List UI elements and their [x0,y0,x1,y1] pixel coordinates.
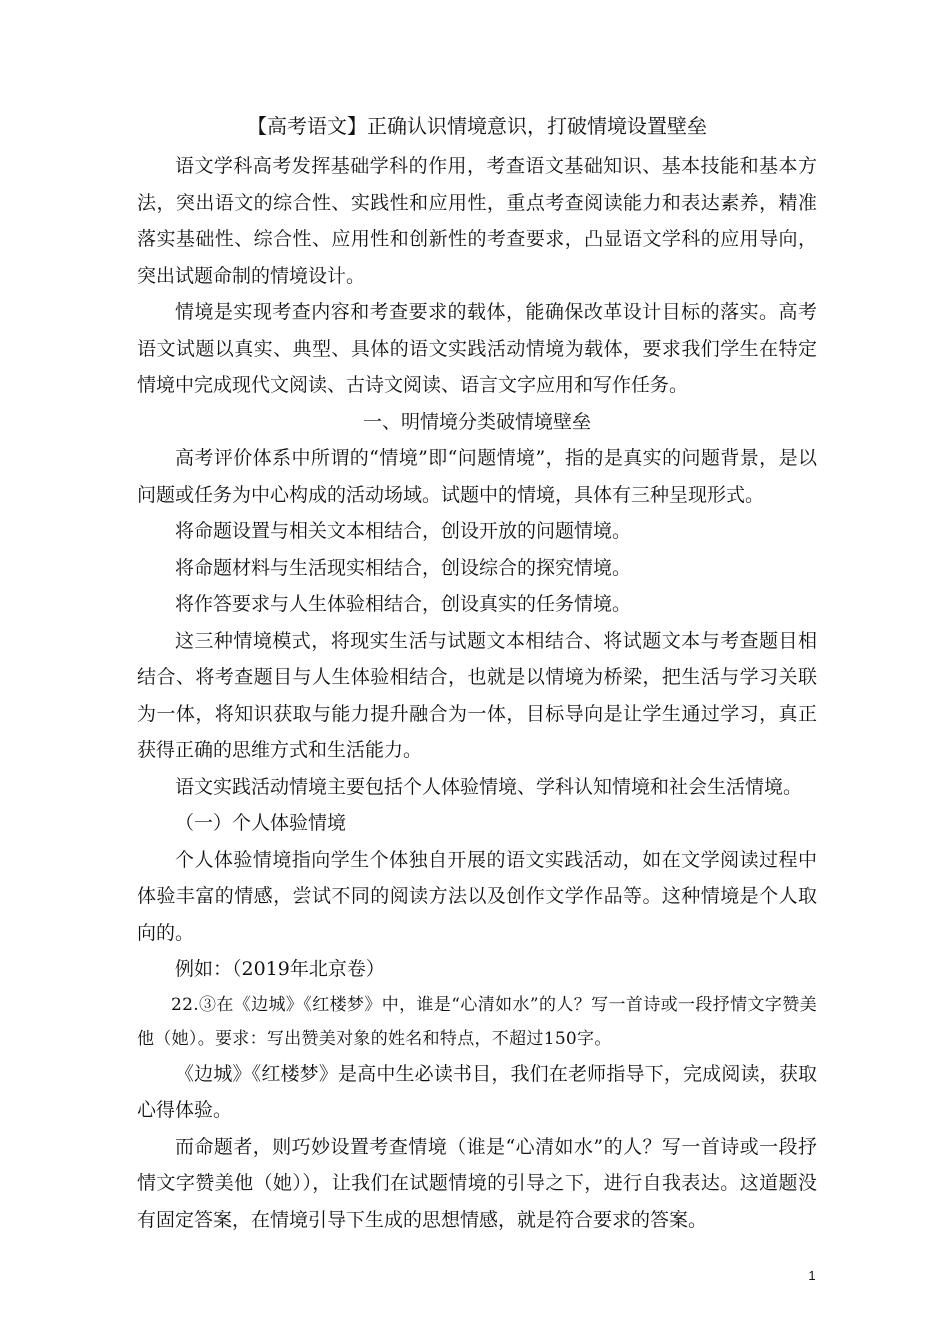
paragraph-question-design: 而命题者，则巧妙设置考查情境（谁是“心清如水”的人？写一首诗或一段抒情文字赞美他（她）），让我们在试题情境的引导之下，进行自我表达。这道题没有固定答案，在情境引导下生成的思想情感，就是符合要求的答案。 [137,1135,817,1231]
paragraph-three-modes: 这三种情境模式，将现实生活与试题文本相结合、将试题文本与考查题目相结合、将考查题目与人生体验相结合，也就是以情境为桥梁，把生活与学习关联为一体，将知识获取与能力提升融合为一体，目标导向是让学生通过学习，真正获得正确的思维方式和生活能力。 [137,629,817,761]
page-number: 1 [808,1268,816,1283]
paragraph-situation-definition: 高考评价体系中所谓的“情境”即“问题情境”，指的是真实的问题背景，是以问题或任务为中心构成的活动场域。试题中的情境，具体有三种呈现形式。 [137,447,817,506]
paragraph-form-3: 将作答要求与人生体验相结合，创设真实的任务情境。 [175,593,632,615]
paragraph-personal-experience: 个人体验情境指向学生个体独自开展的语文实践活动，如在文学阅读过程中体验丰富的情感，尝试不同的阅读方法以及创作文学作品等。这种情境是个人取向的。 [137,848,817,944]
paragraph-form-1: 将命题设置与相关文本相结合，创设开放的问题情境。 [175,520,632,542]
paragraph-exam-question: 22.③在《边城》《红楼梦》中，谁是“心清如水”的人？写一首诗或一段抒情文字赞美他（她）。要求：写出赞美对象的姓名和特点，不超过150字。 [137,994,817,1049]
paragraph-situation-carrier: 情境是实现考查内容和考查要求的载体，能确保改革设计目标的落实。高考语文试题以真实、典型、具体的语文实践活动情境为载体，要求我们学生在特定情境中完成现代文阅读、古诗文阅读、语言文字应用和写作任务。 [137,301,817,396]
paragraph-intro: 语文学科高考发挥基础学科的作用，考查语文基础知识、基本技能和基本方法，突出语文的综合性、实践性和应用性，重点考查阅读能力和表达素养，精准落实基础性、综合性、应用性和创新性的考查要求，凸显语文学科的应用导向，突出试题命制的情境设计。 [137,155,817,287]
paragraph-form-2: 将命题材料与生活现实相结合，创设综合的探究情境。 [175,556,632,579]
paragraph-example-label: 例如：（2019年北京卷） [175,958,385,980]
paragraph-reading-list: 《边城》《红楼梦》是高中生必读书目，我们在老师指导下，完成阅读，获取心得体验。 [137,1062,817,1121]
document-title: 【高考语文】正确认识情境意识，打破情境设置壁垒 [247,114,707,138]
subsection-heading: （一）个人体验情境 [175,812,347,834]
document-page [137,104,817,1238]
section-heading: 一、明情境分类破情境壁垒 [362,410,591,433]
paragraph-situation-types: 语文实践活动情境主要包括个人体验情境、学科认知情境和社会生活情境。 [175,775,803,798]
